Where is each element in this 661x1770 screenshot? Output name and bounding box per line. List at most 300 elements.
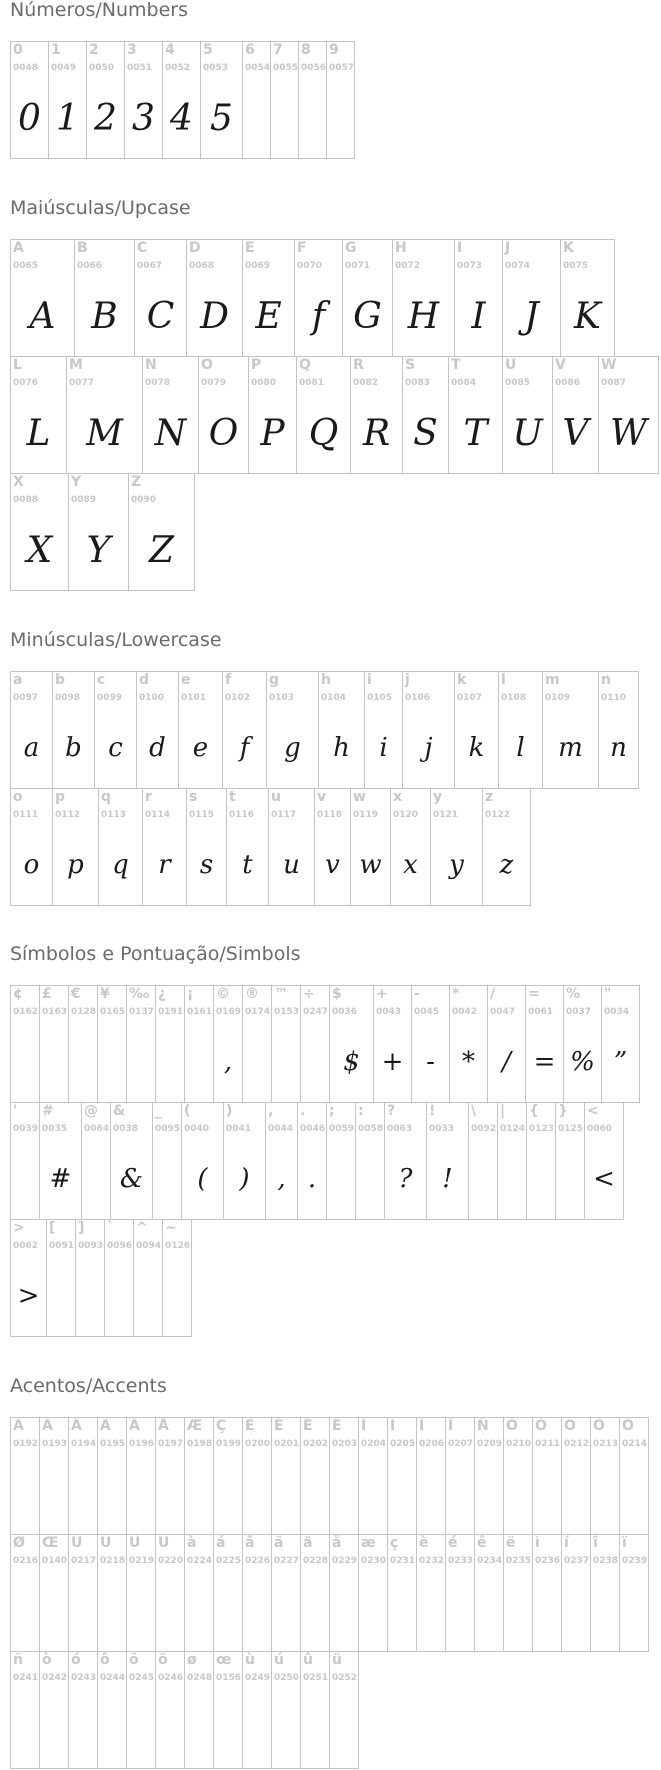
glyph-sample	[504, 1454, 532, 1534]
glyph-label: ¢	[13, 986, 23, 1002]
glyph-sample: e	[192, 733, 209, 763]
glyph-code: 0216	[13, 1556, 39, 1566]
glyph-cell	[46, 1219, 76, 1337]
glyph-cell	[10, 788, 53, 906]
glyph-label: b	[55, 672, 66, 688]
glyph-code: 0161	[187, 1007, 213, 1017]
glyph-code: 0061	[528, 1007, 554, 1017]
glyph-cell	[402, 671, 455, 789]
glyph-cell	[601, 985, 640, 1103]
glyph-cell	[178, 671, 223, 789]
glyph-sample	[272, 1454, 300, 1534]
glyph-sample	[127, 1688, 155, 1768]
glyph-label: X	[13, 474, 24, 490]
glyph-sample: o	[23, 850, 40, 880]
glyph-sample: N	[154, 412, 187, 454]
glyph-label: Î	[419, 1418, 425, 1434]
glyph-sample	[299, 78, 326, 158]
glyph-label: À	[13, 1418, 24, 1434]
glyph-label: Ç	[216, 1418, 227, 1434]
glyph-label: à	[187, 1535, 197, 1551]
glyph-cell	[226, 788, 269, 906]
glyph-label: 9	[329, 42, 339, 58]
glyph-sample	[356, 1139, 384, 1219]
glyph-sample	[272, 1688, 300, 1768]
glyph-sample	[498, 1139, 526, 1219]
glyph-code: 0110	[601, 693, 627, 703]
glyph-code: 0107	[457, 693, 483, 703]
glyph-cell	[498, 671, 543, 789]
glyph-label: =	[528, 986, 540, 1002]
glyph-sample	[69, 1022, 97, 1102]
glyph-cell	[497, 1102, 527, 1220]
glyph-code: 0245	[129, 1673, 155, 1683]
glyph-code: 0248	[187, 1673, 213, 1683]
glyph-sample	[591, 1571, 619, 1651]
glyph-code: 0231	[390, 1556, 416, 1566]
glyph-sample	[301, 1571, 329, 1651]
glyph-label: >	[13, 1220, 25, 1236]
glyph-code: 0086	[555, 378, 581, 388]
glyph-cell	[468, 1102, 498, 1220]
glyph-label: 3	[127, 42, 137, 58]
glyph-code: 0202	[303, 1439, 329, 1449]
glyph-label: ¥	[100, 986, 110, 1002]
glyph-code: 0237	[564, 1556, 590, 1566]
glyph-code: 0092	[471, 1124, 497, 1134]
glyph-code: 0040	[184, 1124, 210, 1134]
glyph-code: 0060	[587, 1124, 613, 1134]
glyph-cell	[326, 1102, 356, 1220]
glyph-cell	[266, 671, 319, 789]
glyph-label: l	[501, 672, 506, 688]
glyph-code: 0033	[429, 1124, 455, 1134]
glyph-sample: f	[239, 733, 250, 763]
glyph-code: 0169	[216, 1007, 242, 1017]
glyph-sample	[69, 1688, 97, 1768]
glyph-code: 0067	[137, 261, 163, 271]
glyph-label: ÷	[303, 986, 315, 1002]
glyph-cell	[52, 788, 99, 906]
glyph-cell	[81, 1102, 111, 1220]
glyph-sample: q	[112, 850, 129, 880]
glyph-sample	[98, 1571, 126, 1651]
glyph-code: 0193	[42, 1439, 68, 1449]
glyph-label: E	[245, 240, 255, 256]
glyph-code: 0091	[49, 1241, 75, 1251]
glyph-sample	[591, 1454, 619, 1534]
glyph-code: 0126	[165, 1241, 191, 1251]
glyph-cell	[402, 356, 449, 474]
glyph-label: c	[97, 672, 106, 688]
glyph-cell	[162, 1219, 192, 1337]
glyph-sample: T	[463, 412, 488, 454]
glyph-code: 0236	[535, 1556, 561, 1566]
glyph-sample	[185, 1022, 213, 1102]
glyph-label: C	[137, 240, 148, 256]
glyph-sample: 2	[94, 97, 117, 139]
glyph-sample: 1	[56, 97, 79, 139]
glyph-sample: 3	[132, 97, 155, 139]
glyph-code: 0066	[77, 261, 103, 271]
glyph-label: Á	[42, 1418, 53, 1434]
glyph-sample: u	[283, 850, 300, 880]
glyph-cell	[329, 1651, 359, 1769]
glyph-cell	[416, 1534, 446, 1652]
glyph-sample: .	[307, 1164, 317, 1194]
glyph-cell	[133, 1219, 163, 1337]
glyph-label: ç	[390, 1535, 399, 1551]
glyph-label: T	[451, 357, 461, 373]
glyph-cell	[142, 788, 187, 906]
glyph-sample	[243, 1688, 271, 1768]
glyph-cell	[445, 1417, 475, 1535]
glyph-label: !	[429, 1103, 436, 1119]
glyph-sample	[98, 1688, 126, 1768]
glyph-cell	[329, 985, 374, 1103]
glyph-label: Ï	[448, 1418, 454, 1434]
glyph-sample: G	[353, 295, 382, 337]
glyph-cell	[532, 1534, 562, 1652]
glyph-label: 2	[89, 42, 99, 58]
glyph-label: ;	[329, 1103, 335, 1119]
glyph-code: 0095	[155, 1124, 181, 1134]
glyph-cell	[97, 985, 127, 1103]
glyph-label: O	[201, 357, 213, 373]
glyph-code: 0198	[187, 1439, 213, 1449]
glyph-sample: W	[609, 412, 647, 454]
glyph-cell	[584, 1102, 624, 1220]
glyph-cell	[271, 1651, 301, 1769]
glyph-label: :	[358, 1103, 364, 1119]
glyph-label: s	[189, 789, 198, 805]
glyph-code: 0111	[13, 810, 39, 820]
glyph-sample	[185, 1454, 213, 1534]
glyph-label: d	[139, 672, 150, 688]
glyph-sample: K	[574, 295, 601, 337]
glyph-cell	[503, 1417, 533, 1535]
glyph-cell	[487, 985, 526, 1103]
glyph-sample: R	[362, 412, 391, 454]
glyph-cell	[10, 1102, 40, 1220]
glyph-cell	[318, 671, 365, 789]
glyph-sample	[330, 1571, 358, 1651]
glyph-cell	[10, 41, 49, 159]
glyph-code: 0156	[216, 1673, 242, 1683]
glyph-sample: ?	[398, 1164, 413, 1194]
glyph-label: f	[225, 672, 232, 688]
glyph-code: 0235	[506, 1556, 532, 1566]
glyph-sample: 5	[210, 97, 233, 139]
glyph-sample: c	[108, 733, 123, 763]
glyph-label: &	[113, 1103, 126, 1119]
glyph-label: ¿	[158, 986, 167, 1002]
glyph-code: 0196	[129, 1439, 155, 1449]
glyph-code: 0119	[353, 810, 379, 820]
glyph-cell	[560, 239, 615, 357]
glyph-cell	[152, 1102, 182, 1220]
glyph-sample: b	[65, 733, 82, 763]
glyph-sample: S	[413, 412, 438, 454]
glyph-code: 0228	[303, 1556, 329, 1566]
glyph-cell	[184, 1417, 214, 1535]
glyph-cell	[271, 1534, 301, 1652]
glyph-cell	[248, 356, 297, 474]
glyph-sample	[156, 1454, 184, 1534]
glyph-sample	[76, 1256, 104, 1336]
glyph-code: 0116	[229, 810, 255, 820]
glyph-cell	[392, 239, 455, 357]
glyph-code: 0137	[129, 1007, 155, 1017]
glyph-cell	[525, 985, 564, 1103]
glyph-sample	[243, 1454, 271, 1534]
glyph-sample: E	[255, 295, 282, 337]
glyph-cell	[358, 1417, 388, 1535]
glyph-cell	[39, 985, 69, 1103]
glyph-code: 0243	[71, 1673, 97, 1683]
glyph-cell	[10, 985, 40, 1103]
glyph-code: 0203	[332, 1439, 358, 1449]
glyph-label: )	[226, 1103, 233, 1119]
glyph-code: 0045	[414, 1007, 440, 1017]
glyph-cell	[126, 1651, 156, 1769]
glyph-cell	[39, 1534, 69, 1652]
glyph-sample: g	[284, 733, 301, 763]
glyph-code: 0113	[101, 810, 127, 820]
glyph-code: 0125	[558, 1124, 584, 1134]
glyph-label: ~	[165, 1220, 177, 1236]
glyph-cell	[97, 1534, 127, 1652]
glyph-sample	[127, 1454, 155, 1534]
glyph-cell	[270, 41, 299, 159]
glyph-code: 0071	[345, 261, 371, 271]
glyph-label: N	[145, 357, 157, 373]
glyph-code: 0085	[505, 378, 531, 388]
glyph-code: 0047	[490, 1007, 516, 1017]
glyph-code: 0210	[506, 1439, 532, 1449]
glyph-label: Ø	[13, 1535, 25, 1551]
glyph-cell	[590, 1417, 620, 1535]
glyph-cell	[242, 1651, 272, 1769]
glyph-code: 0108	[501, 693, 527, 703]
glyph-sample	[214, 1688, 242, 1768]
glyph-sample	[533, 1454, 561, 1534]
glyph-cell	[598, 356, 659, 474]
glyph-sample	[134, 1256, 162, 1336]
glyph-code: 0106	[405, 693, 431, 703]
glyph-code: 0077	[69, 378, 95, 388]
glyph-label: ®	[245, 986, 259, 1002]
glyph-code: 0211	[535, 1439, 561, 1449]
glyph-sample	[98, 1022, 126, 1102]
glyph-label: u	[271, 789, 281, 805]
glyph-label: €	[71, 986, 81, 1002]
glyph-label: R	[353, 357, 364, 373]
glyph-label: Å	[158, 1418, 169, 1434]
glyph-code: 0194	[71, 1439, 97, 1449]
glyph-sample	[446, 1571, 474, 1651]
glyph-code: 0252	[332, 1673, 358, 1683]
glyph-sample	[127, 1571, 155, 1651]
glyph-code: 0041	[226, 1124, 252, 1134]
glyph-label: L	[13, 357, 22, 373]
glyph-cell	[200, 41, 243, 159]
glyph-code: 0055	[273, 63, 299, 73]
glyph-code: 0093	[78, 1241, 104, 1251]
glyph-cell	[94, 671, 137, 789]
glyph-sample	[185, 1688, 213, 1768]
glyph-label: í	[564, 1535, 569, 1551]
glyph-cell	[619, 1417, 649, 1535]
glyph-sample	[562, 1454, 590, 1534]
glyph-label: ë	[506, 1535, 516, 1551]
glyph-cell	[296, 356, 351, 474]
glyph-code: 0165	[100, 1007, 126, 1017]
glyph-cell	[213, 1534, 243, 1652]
glyph-label: á	[216, 1535, 226, 1551]
glyph-sample: s	[199, 850, 214, 880]
glyph-label: Ä	[129, 1418, 140, 1434]
glyph-code: 0174	[245, 1007, 271, 1017]
glyph-sample	[446, 1454, 474, 1534]
glyph-label: '	[13, 1103, 18, 1119]
glyph-cell	[128, 473, 195, 591]
glyph-code: 0104	[321, 693, 347, 703]
glyph-cell	[223, 1102, 266, 1220]
glyph-cell	[590, 1534, 620, 1652]
glyph-sample	[127, 1022, 155, 1102]
glyph-sample	[47, 1256, 75, 1336]
glyph-cell	[426, 1102, 469, 1220]
glyph-sample	[185, 1571, 213, 1651]
glyph-code: 0224	[187, 1556, 213, 1566]
glyph-label: "	[604, 986, 612, 1002]
glyph-cell	[503, 1534, 533, 1652]
glyph-cell	[563, 985, 602, 1103]
glyph-sample	[156, 1688, 184, 1768]
glyph-cell	[561, 1417, 591, 1535]
glyph-sample	[98, 1454, 126, 1534]
glyph-label: e	[181, 672, 191, 688]
glyph-label: é	[448, 1535, 458, 1551]
glyph-code: 0090	[131, 495, 157, 505]
glyph-code: 0195	[100, 1439, 126, 1449]
glyph-label: o	[13, 789, 23, 805]
glyph-sample	[243, 1022, 271, 1102]
glyph-label: %	[566, 986, 581, 1002]
glyph-label: 6	[245, 42, 255, 58]
glyph-code: 0056	[301, 63, 327, 73]
glyph-label: .	[300, 1103, 306, 1119]
glyph-label: Ü	[158, 1535, 170, 1551]
glyph-code: 0050	[89, 63, 115, 73]
glyph-label: 5	[203, 42, 213, 58]
glyph-label: \	[471, 1103, 477, 1119]
glyph-code: 0052	[165, 63, 191, 73]
glyph-code: 0163	[42, 1007, 68, 1017]
glyph-label: ñ	[13, 1652, 23, 1668]
glyph-label: Â	[71, 1418, 82, 1434]
glyph-cell	[416, 1417, 446, 1535]
glyph-code: 0097	[13, 693, 39, 703]
glyph-sample: L	[26, 412, 51, 454]
glyph-label: $	[332, 986, 342, 1002]
glyph-code: 0207	[448, 1439, 474, 1449]
glyph-sample: $	[343, 1047, 360, 1077]
glyph-cell	[126, 1417, 156, 1535]
glyph-sample: M	[86, 412, 123, 454]
glyph-label: ö	[158, 1652, 168, 1668]
glyph-cell	[184, 1651, 214, 1769]
glyph-sample: +	[381, 1047, 404, 1077]
glyph-cell	[532, 1417, 562, 1535]
glyph-label: `	[107, 1220, 114, 1236]
glyph-label: q	[101, 789, 112, 805]
glyph-sample	[620, 1454, 648, 1534]
glyph-sample: Z	[148, 529, 174, 571]
glyph-sample: P	[260, 412, 285, 454]
glyph-label: Û	[129, 1535, 141, 1551]
glyph-code: 0206	[419, 1439, 445, 1449]
glyph-cell	[387, 1534, 417, 1652]
glyph-sample: d	[149, 733, 166, 763]
glyph-cell	[68, 1651, 98, 1769]
glyph-cell	[242, 1534, 272, 1652]
glyph-code: 0117	[271, 810, 297, 820]
glyph-sample	[40, 1571, 68, 1651]
glyph-label: Ê	[303, 1418, 313, 1434]
glyph-code: 0218	[100, 1556, 126, 1566]
glyph-label: r	[145, 789, 152, 805]
glyph-cell	[454, 671, 499, 789]
glyph-label: (	[184, 1103, 191, 1119]
glyph-label: y	[433, 789, 443, 805]
glyph-cell	[186, 788, 227, 906]
glyph-label: *	[452, 986, 460, 1002]
glyph-cell	[155, 985, 185, 1103]
glyph-sample: ,	[277, 1164, 286, 1194]
glyph-label: Æ	[187, 1418, 203, 1434]
glyph-code: 0054	[245, 63, 271, 73]
glyph-code: 0153	[274, 1007, 300, 1017]
glyph-cell	[314, 788, 351, 906]
glyph-code: 0089	[71, 495, 97, 505]
glyph-label: M	[69, 357, 83, 373]
glyph-label: <	[587, 1103, 599, 1119]
glyph-sample	[243, 1571, 271, 1651]
glyph-label: Õ	[593, 1418, 605, 1434]
glyph-label: 8	[301, 42, 311, 58]
glyph-sample	[11, 1139, 39, 1219]
glyph-code: 0076	[13, 378, 39, 388]
glyph-code: 0080	[251, 378, 277, 388]
glyph-code: 0238	[593, 1556, 619, 1566]
glyph-code: 0098	[55, 693, 81, 703]
glyph-sample: (	[197, 1164, 208, 1194]
glyph-code: 0140	[42, 1556, 68, 1566]
glyph-cell	[124, 41, 163, 159]
glyph-cell	[552, 356, 599, 474]
glyph-label: x	[393, 789, 403, 805]
glyph-cell	[68, 985, 98, 1103]
glyph-label: ä	[303, 1535, 313, 1551]
glyph-sample: v	[325, 850, 340, 880]
glyph-label: [	[49, 1220, 56, 1236]
glyph-cell	[48, 41, 87, 159]
glyph-cell	[213, 1417, 243, 1535]
glyph-cell	[329, 1417, 359, 1535]
glyph-label: Ë	[332, 1418, 342, 1434]
